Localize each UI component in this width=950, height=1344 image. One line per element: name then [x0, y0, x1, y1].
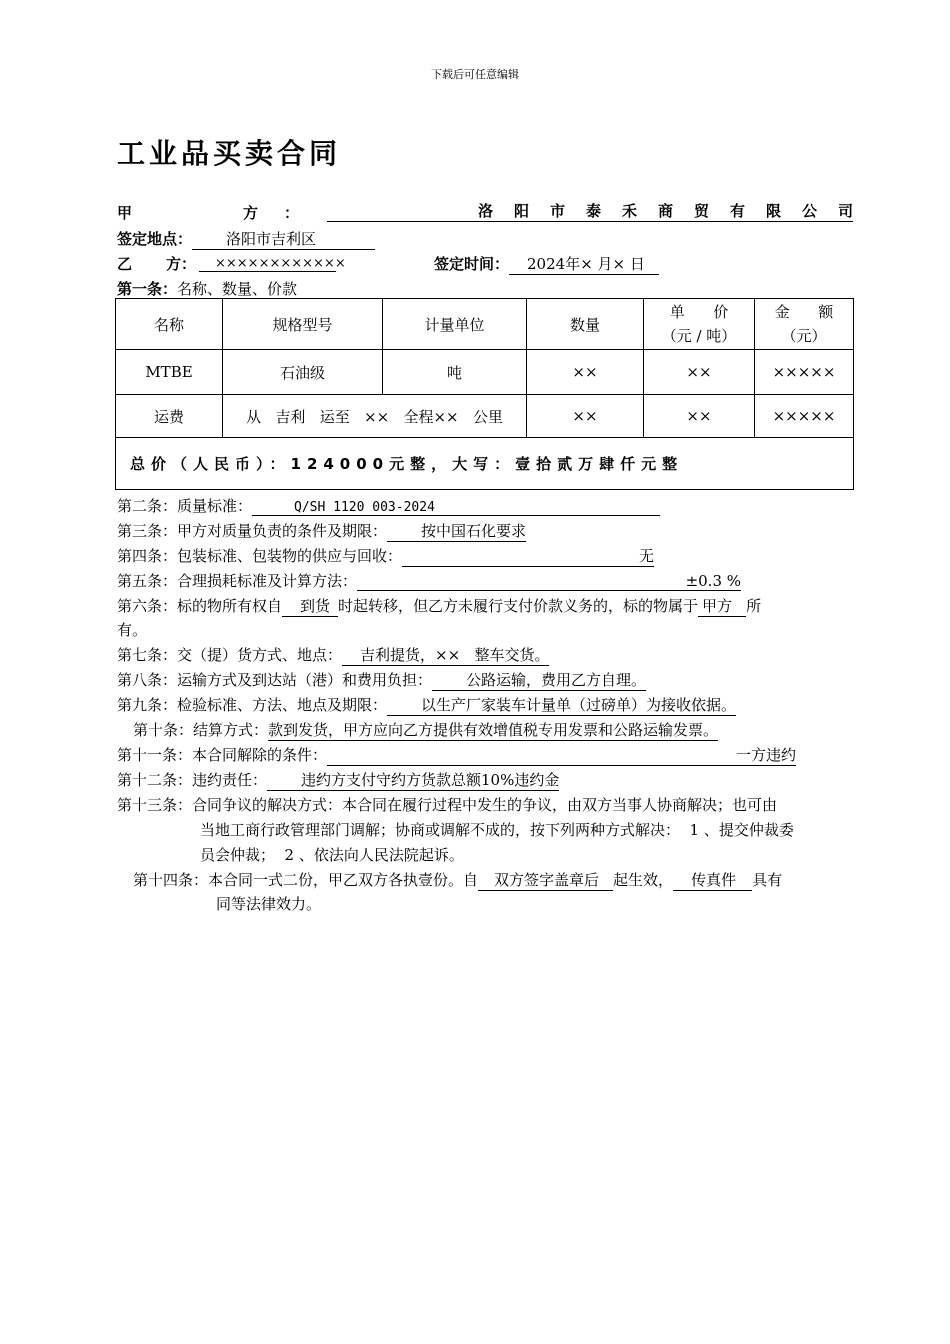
header-spec: 规格型号: [223, 299, 383, 350]
table-total-row: [116, 438, 854, 490]
clause-3: 第三条：甲方对质量负责的条件及期限： 按中国石化要求: [117, 522, 527, 540]
clause-4: 第四条：包装标准、包装物的供应与回收： 无: [117, 547, 655, 565]
clause-10: 第十条：结算方式：款到发货，甲方应向乙方提供有效增值税专用发票和公路运输发票。: [133, 721, 719, 739]
clause-7: 第七条：交（提）货方式、地点： 吉利提货，×× 整车交货。: [117, 646, 550, 664]
party-a-label-2: 方: [243, 204, 259, 222]
clause-6-cont: 有。: [117, 621, 148, 639]
cell: 石油级: [223, 350, 383, 395]
clause-12: 第十二条：违约责任： 违约方支付守约方货款总额10%违约金: [117, 771, 560, 789]
party-b-label-2: 方：: [166, 255, 197, 273]
sign-time-value: 2024年× 月× 日: [509, 253, 659, 275]
clause-8: 第八条：运输方式及到达站（港）和费用负担： 公路运输，费用乙方自理。: [117, 671, 647, 689]
quality-standard: Q/SH 1120 003-2024: [252, 500, 660, 516]
header-note: 下载后可任意编辑: [431, 68, 519, 81]
clause-11: 第十一条：本合同解除的条件： 一方违约: [117, 746, 797, 764]
clause-9: 第九条：检验标准、方法、地点及期限： 以生产厂家装车计量单（过磅单）为接收依据。: [117, 696, 737, 714]
cell: ××: [644, 350, 755, 395]
cell: ××: [644, 395, 755, 438]
clause-13-line-2: 当地工商行政管理部门调解；协商或调解不成的，按下列两种方式解决： 1 、提交仲裁委: [200, 821, 794, 839]
ownership-transfer: 到货: [282, 595, 338, 617]
table-header-row: [116, 299, 854, 350]
clause-1: [117, 278, 297, 299]
party-a-label-1: 甲: [117, 204, 133, 222]
table-row: [116, 350, 854, 395]
loss-standard: ±0.3 %: [357, 572, 741, 591]
goods-table: [115, 298, 854, 490]
header-unit: 计量单位: [383, 299, 527, 350]
clause-14: 第十四条：本合同一式二份，甲乙双方各执壹份。自 双方签字盖章后 起生效， 传真件 具有: [133, 871, 783, 889]
clause-14-cont: 同等法律效力。: [216, 895, 322, 913]
party-a-value: 洛阳市泰禾商贸有限公司: [327, 202, 853, 222]
cell: ××: [527, 350, 644, 395]
cell: 从 吉利 运至 ×× 全程×× 公里: [223, 395, 527, 438]
total-price: 总价（人民币）：124000元整，大写：壹拾贰万肆仟元整: [116, 438, 854, 490]
table-row: [116, 395, 854, 438]
sign-time-label: 签定时间：: [434, 255, 510, 273]
termination-condition: 一方违约: [327, 744, 796, 766]
party-b-label-1: 乙: [117, 255, 133, 273]
clause-13: 第十三条：合同争议的解决方式：本合同在履行过程中发生的争议，由双方当事人协商解决；也可由: [117, 796, 778, 814]
cell: 运费: [116, 395, 223, 438]
party-a-colon: ：: [284, 204, 300, 222]
packaging-standard: 无: [402, 545, 654, 567]
clause-2: 第二条：质量标准： Q/SH 1120 003-2024: [117, 495, 660, 516]
sign-time: [434, 253, 659, 275]
cell: ×××××: [755, 395, 854, 438]
sign-place-label: 签定地点：: [117, 230, 193, 248]
breach-liability: 违约方支付守约方货款总额10%违约金: [267, 769, 559, 791]
inspection-standard: 以生产厂家装车计量单（过磅单）为接收依据。: [387, 694, 736, 716]
sign-place-value: 洛阳市吉利区: [192, 228, 375, 250]
delivery-method: 吉利提货，×× 整车交货。: [342, 644, 549, 666]
clause-13-line-3: 员会仲裁； 2 、依法向人民法院起诉。: [200, 846, 464, 864]
page-title: 工业品买卖合同: [117, 137, 342, 170]
cell: ×××××: [755, 350, 854, 395]
clause-5: 第五条：合理损耗标准及计算方法： ±0.3 %: [117, 572, 742, 590]
cell: 吨: [383, 350, 527, 395]
transport-method: 公路运输，费用乙方自理。: [432, 669, 646, 691]
header-quantity: 数量: [527, 299, 644, 350]
cell: MTBE: [116, 350, 223, 395]
header-name: 名称: [116, 299, 223, 350]
header-unit-price: 单 价 （元 / 吨）: [644, 299, 755, 350]
fax-copy: 传真件: [673, 869, 752, 891]
quality-terms: 按中国石化要求: [387, 520, 526, 542]
sign-place: [117, 228, 375, 250]
settlement-method: 款到发货，甲方应向乙方提供有效增值税专用发票和公路运输发票。: [268, 721, 719, 739]
clause-6: 第六条：标的物所有权自 到货 时起转移，但乙方未履行支付价款义务的，标的物属于 甲方 所: [117, 597, 762, 615]
ownership-owner: 甲方: [698, 595, 746, 617]
cell: ××: [527, 395, 644, 438]
clause-1-label: 第一条：: [117, 280, 178, 298]
clause-1-text: 名称、数量、价款: [177, 280, 298, 298]
header-amount: 金 额 （元）: [755, 299, 854, 350]
effective-condition: 双方签字盖章后: [478, 869, 613, 891]
party-b-value: ××××××××××××: [199, 256, 336, 272]
